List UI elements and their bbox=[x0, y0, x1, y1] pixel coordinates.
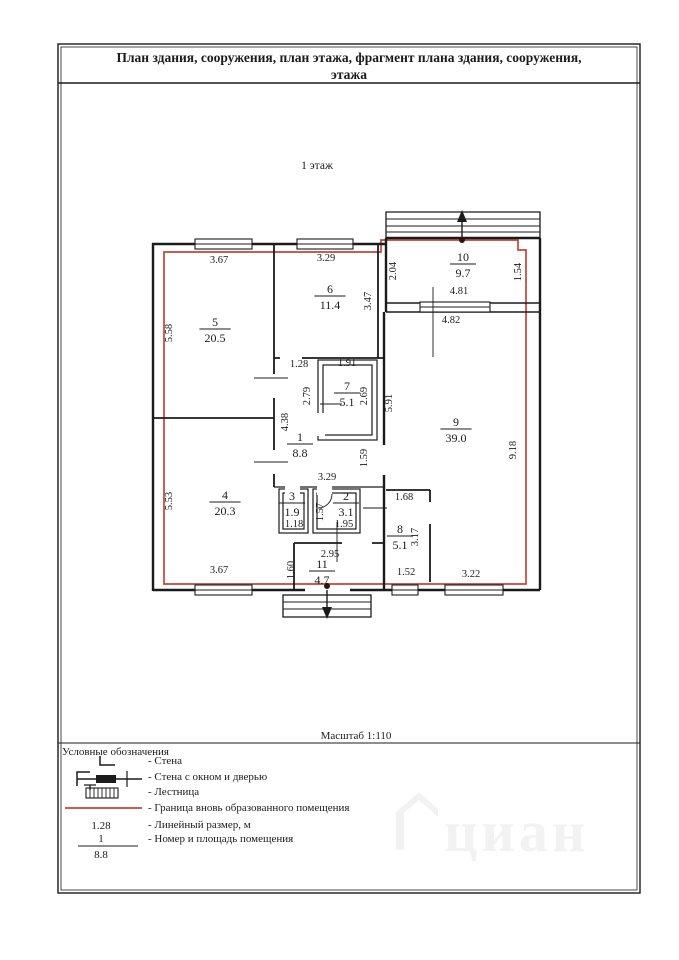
room-number: 11 bbox=[316, 557, 328, 571]
room-area: 4.7 bbox=[314, 573, 330, 587]
room-area: 9.7 bbox=[455, 266, 471, 280]
room-area: 20.3 bbox=[214, 504, 236, 518]
page-title-line1: План здания, сооружения, план этажа, фрагмент плана здания, сооружения, bbox=[116, 50, 582, 65]
window bbox=[392, 585, 418, 595]
scale-label: Масштаб 1:110 bbox=[320, 730, 392, 742]
dimension-label: 9.18 bbox=[508, 440, 519, 460]
dimension-label: 3.67 bbox=[209, 255, 229, 266]
sample-room-area: 8.8 bbox=[94, 849, 108, 861]
dimension-label: 2.95 bbox=[320, 549, 340, 560]
room-number: 2 bbox=[343, 489, 349, 503]
dimension-label: 1.28 bbox=[289, 359, 309, 370]
linear-dimension-sample: 1.28 bbox=[91, 820, 111, 832]
legend-item-label: - Граница вновь образованного помещения bbox=[148, 802, 350, 814]
sample-room-number: 1 bbox=[98, 833, 104, 845]
room-area: 3.1 bbox=[338, 505, 354, 519]
partition-walls bbox=[154, 244, 430, 590]
room-number: 10 bbox=[457, 250, 469, 264]
dimension-label: 2.04 bbox=[388, 261, 399, 281]
dimension-label: 3.17 bbox=[410, 527, 421, 547]
legend-item-label: - Лестница bbox=[148, 786, 200, 798]
legend bbox=[62, 746, 349, 861]
dimension-label: 2.79 bbox=[302, 386, 313, 406]
title-box bbox=[58, 50, 640, 83]
room-number: 6 bbox=[327, 282, 333, 296]
dimension-label: 1.91 bbox=[337, 358, 357, 369]
entrance-point-dot bbox=[459, 237, 465, 243]
dimension-label: 1.54 bbox=[513, 262, 524, 282]
room-area: 8.8 bbox=[292, 446, 308, 460]
legend-heading: Условные обозначения bbox=[62, 746, 169, 758]
legend-item-label: - Линейный размер, м bbox=[148, 819, 251, 831]
dimension-label: 1.68 bbox=[394, 492, 414, 503]
dimension-label: 1.95 bbox=[334, 519, 354, 530]
legend-item-label: - Стена bbox=[148, 755, 183, 767]
legend-item-label: - Стена с окном и дверью bbox=[148, 771, 268, 783]
dimension-label: 1.59 bbox=[359, 448, 370, 468]
window bbox=[195, 585, 252, 595]
dimension-label: 4.81 bbox=[449, 286, 469, 297]
watermark-text: циан bbox=[444, 799, 590, 864]
room-number: 4 bbox=[222, 488, 228, 502]
window bbox=[297, 239, 353, 249]
stairs-icon bbox=[84, 785, 118, 798]
page-frame bbox=[58, 44, 640, 893]
room-area: 5.1 bbox=[392, 538, 408, 552]
dimension-label: 2.69 bbox=[359, 386, 370, 406]
dimension-label: 3.29 bbox=[317, 472, 337, 483]
dimension-label: 3.67 bbox=[209, 565, 229, 576]
dimension-label: 4.38 bbox=[280, 412, 291, 432]
room-area: 1.9 bbox=[284, 505, 300, 519]
room-number-area-sample bbox=[78, 833, 138, 861]
room-number: 7 bbox=[344, 379, 350, 393]
dimension-label: 5.53 bbox=[164, 491, 175, 511]
dimension-label: 5.91 bbox=[384, 393, 395, 413]
room-area: 20.5 bbox=[204, 331, 226, 345]
dimension-label: 1.52 bbox=[396, 567, 416, 578]
room-number: 5 bbox=[212, 315, 218, 329]
floor-label: 1 этаж bbox=[301, 160, 333, 172]
dimension-label: 1.60 bbox=[286, 560, 297, 580]
dimension-label: 3.22 bbox=[461, 569, 481, 580]
dimension-label: 1.57 bbox=[315, 502, 326, 522]
footer bbox=[58, 730, 640, 743]
window bbox=[445, 585, 503, 595]
dimension-label: 3.29 bbox=[316, 253, 336, 264]
watermark-house-icon bbox=[396, 792, 438, 850]
watermark bbox=[396, 792, 589, 864]
entrance-arrow-down bbox=[322, 583, 332, 619]
dimension-label: 4.82 bbox=[441, 315, 461, 326]
plan bbox=[152, 210, 540, 619]
outer-walls bbox=[152, 238, 540, 591]
dimension-label: 3.47 bbox=[363, 291, 374, 311]
dimension-label: 5.58 bbox=[164, 323, 175, 343]
room-area: 11.4 bbox=[319, 298, 341, 312]
page-title-line2: этажа bbox=[331, 67, 367, 82]
window bbox=[420, 302, 490, 312]
window bbox=[195, 239, 252, 249]
room-number: 8 bbox=[397, 522, 403, 536]
room-number: 1 bbox=[297, 430, 303, 444]
room-area: 5.1 bbox=[339, 395, 355, 409]
legend-item-label: - Номер и площадь помещения bbox=[148, 833, 294, 845]
room-area: 39.0 bbox=[445, 431, 467, 445]
room-number: 9 bbox=[453, 415, 459, 429]
room-number: 3 bbox=[289, 489, 295, 503]
dimension-label: 1.18 bbox=[284, 519, 304, 530]
